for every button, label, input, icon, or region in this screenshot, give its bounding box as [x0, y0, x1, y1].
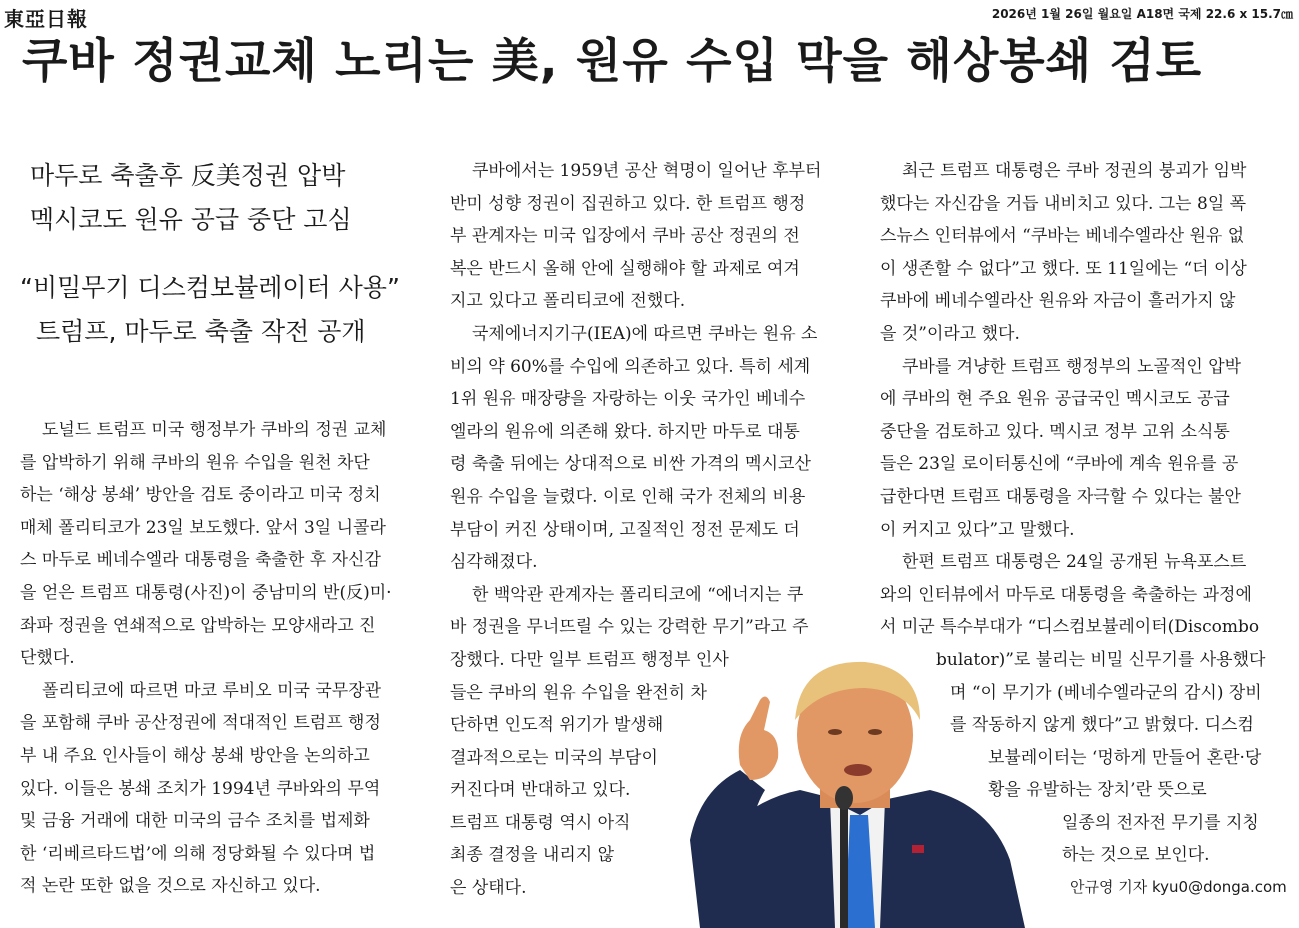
col2-text-line: 들은 쿠바의 원유 수입을 완전히 차 — [450, 682, 707, 703]
col3-text-line: 보뷸레이터는 ‘멍하게 만들어 혼란·당 — [988, 747, 1262, 768]
col1-text-line: 을 얻은 트럼프 대통령(사진)이 중남미의 반(反)미· — [20, 582, 392, 603]
col1-text-line: 단했다. — [20, 648, 75, 669]
col2-text-line: 령 축출 뒤에는 상대적으로 비싼 가격의 멕시코산 — [450, 454, 811, 475]
col1-text-line: 한 ‘리베르타드법’에 의해 정당화될 수 있다며 법 — [20, 843, 376, 864]
col2-text-line: 장했다. 다만 일부 트럼프 행정부 인사 — [450, 649, 729, 670]
col2-text-line: 최종 결정을 내리지 않 — [450, 845, 615, 866]
col1-text-line: 을 포함해 쿠바 공산정권에 적대적인 트럼프 행정 — [20, 713, 381, 734]
col2-text-line: 쿠바에서는 1959년 공산 혁명이 일어난 후부터 — [472, 161, 822, 181]
col3-text-line: 한편 트럼프 대통령은 24일 공개된 뉴욕포스트 — [902, 552, 1247, 573]
col3-text-line: 이 커지고 있다”고 말했다. — [880, 519, 1075, 540]
col1-text-line: 및 금융 거래에 대한 미국의 금수 조치를 법제화 — [20, 811, 370, 832]
col2-text-line: 바 정권을 무너뜨릴 수 있는 강력한 무기”라고 주 — [450, 617, 809, 638]
col3-text-line: 일종의 전자전 무기를 지칭 — [1062, 812, 1259, 833]
col3-text-line: 급한다면 트럼프 대통령을 자극할 수 있다는 불안 — [880, 486, 1241, 507]
col2-text-line: 복은 반드시 올해 안에 실행해야 할 과제로 여겨 — [450, 258, 800, 279]
subheadline-2: 멕시코도 원유 공급 중단 고심 — [30, 205, 352, 234]
col3-text-line: 최근 트럼프 대통령은 쿠바 정권의 붕괴가 임박 — [902, 161, 1247, 181]
col2-text-line: 커진다며 반대하고 있다. — [450, 780, 631, 801]
subheadline-1: 마두로 축출후 反美정권 압박 — [30, 161, 346, 190]
col2-text-line: 엘라의 원유에 의존해 왔다. 하지만 마두로 대통 — [450, 421, 800, 442]
article-column-1 — [20, 414, 425, 903]
col2-text-line: 국제에너지기구(IEA)에 따르면 쿠바는 원유 소 — [472, 323, 818, 344]
col3-text-line: 며 “이 무기가 (베네수엘라군의 감시) 장비 — [950, 682, 1262, 703]
col3-text-line: 하는 것으로 보인다. — [1062, 845, 1210, 866]
col2-text-line: 단하면 인도적 위기가 발생해 — [450, 715, 664, 736]
newspaper-masthead: 東亞日報 — [4, 7, 88, 31]
col3-text-line: 서 미군 특수부대가 “디스컴보뷸레이터(Discombo — [880, 617, 1260, 638]
col2-text-line: 비의 약 60%를 수입에 의존하고 있다. 특히 세계 — [450, 356, 811, 377]
col3-text-line: 쿠바를 겨냥한 트럼프 행정부의 노골적인 압박 — [902, 356, 1242, 377]
col3-text-line: 에 쿠바의 현 주요 원유 공급국인 멕시코도 공급 — [880, 389, 1230, 410]
subheadline-4: 트럼프, 마두로 축출 작전 공개 — [36, 317, 366, 346]
col3-text-line: 했다는 자신감을 거듭 내비치고 있다. 그는 8일 폭 — [880, 193, 1247, 214]
col1-text-line: 부 내 주요 인사들이 해상 봉쇄 방안을 논의하고 — [20, 745, 370, 766]
col3-text-line: 들은 23일 로이터통신에 “쿠바에 계속 원유를 공 — [880, 454, 1239, 475]
col2-text-line: 결과적으로는 미국의 부담이 — [450, 747, 658, 768]
trump-photo — [680, 640, 1045, 928]
col2-text-line: 부담이 커진 상태이며, 고질적인 정전 문제도 더 — [450, 519, 800, 540]
col1-text-line: 좌파 정권을 연쇄적으로 압박하는 모양새라고 진 — [20, 615, 376, 636]
col2-text-line: 트럼프 대통령 역시 아직 — [450, 812, 631, 833]
col2-text-line: 부 관계자는 미국 입장에서 쿠바 공산 정권의 전 — [450, 226, 800, 247]
col2-text-line: 반미 성향 정권이 집권하고 있다. 한 트럼프 행정 — [450, 193, 806, 214]
col3-text-line: 을 것”이라고 했다. — [880, 323, 1020, 344]
col1-text-line: 도널드 트럼프 미국 행정부가 쿠바의 정권 교체 — [42, 420, 387, 440]
col3-text-line: 이 생존할 수 없다”고 했다. 또 11일에는 “더 이상 — [880, 258, 1247, 279]
col2-text-line: 심각해졌다. — [450, 552, 538, 573]
col3-text-line: 쿠바에 베네수엘라산 원유와 자금이 흘러가지 않 — [880, 291, 1236, 312]
col3-text-line: 황을 유발하는 장치’란 뜻으로 — [988, 780, 1207, 801]
col1-text-line: 적 논란 또한 없을 것으로 자신하고 있다. — [20, 876, 321, 897]
subheadline-3: “비밀무기 디스컴보뷸레이터 사용” — [20, 273, 400, 302]
article-byline: 안규영 기자 kyu0@donga.com — [1070, 878, 1287, 896]
publication-dateline: 2026년 1월 26일 월요일 A18면 국제 22.6 x 15.7㎝ — [991, 7, 1293, 21]
col1-text-line: 매체 폴리티코가 23일 보도했다. 앞서 3일 니콜라 — [20, 517, 386, 538]
col3-text-line: bulator)”로 불리는 비밀 신무기를 사용했다 — [936, 649, 1266, 670]
col1-text-line: 스 마두로 베네수엘라 대통령을 축출한 후 자신감 — [20, 550, 381, 571]
col3-text-line: 를 작동하지 않게 했다”고 밝혔다. 디스컴 — [950, 715, 1254, 736]
col1-text-line: 폴리티코에 따르면 마코 루비오 미국 국무장관 — [42, 680, 382, 701]
col2-text-line: 원유 수입을 늘렸다. 이로 인해 국가 전체의 비용 — [450, 486, 806, 507]
col3-text-line: 와의 인터뷰에서 마두로 대통령을 축출하는 과정에 — [880, 584, 1252, 605]
col1-text-line: 를 압박하기 위해 쿠바의 원유 수입을 원천 차단 — [20, 452, 370, 473]
col2-text-line: 한 백악관 관계자는 폴리티코에 “에너지는 쿠 — [472, 584, 804, 605]
col3-text-line: 스뉴스 인터뷰에서 “쿠바는 베네수엘라산 원유 없 — [880, 226, 1245, 247]
col2-text-line: 은 상태다. — [450, 878, 527, 899]
col1-text-line: 하는 ‘해상 봉쇄’ 방안을 검토 중이라고 미국 정치 — [20, 485, 381, 506]
col2-text-line: 1위 원유 매장량을 자랑하는 이웃 국가인 베네수 — [450, 389, 806, 410]
col1-text-line: 있다. 이들은 봉쇄 조치가 1994년 쿠바와의 무역 — [20, 778, 381, 799]
col3-text-line: 중단을 검토하고 있다. 멕시코 정부 고위 소식통 — [880, 421, 1230, 442]
article-headline: 쿠바 정권교체 노리는 美, 원유 수입 막을 해상봉쇄 검토 — [22, 34, 1203, 89]
col2-text-line: 지고 있다고 폴리티코에 전했다. — [450, 291, 686, 312]
